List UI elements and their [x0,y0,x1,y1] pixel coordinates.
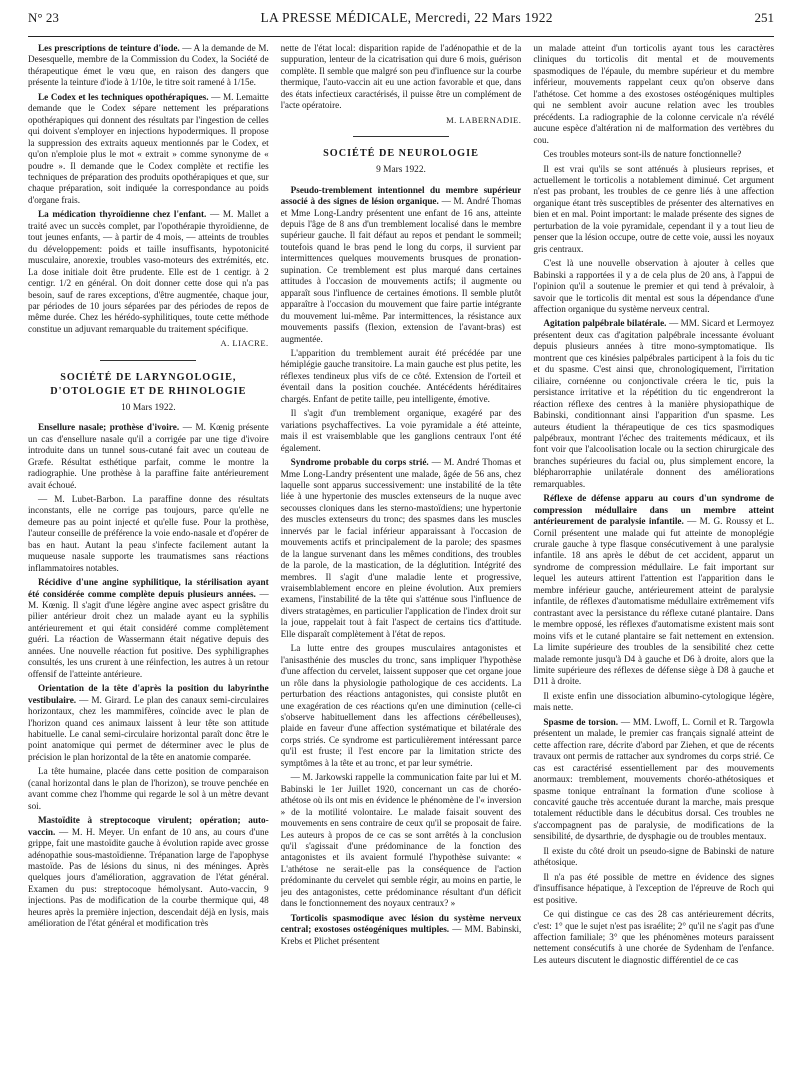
article-paragraph: Il existe du côté droit un pseudo-signe de Babinski de nature athétosique. [533,845,774,868]
article-paragraph: — M. Jarkowski rappelle la communication faite par lui et M. Babinski le 1er Juillet 1920, concernant un cas de choréo-athétose où ils ont mis en évidence le phénomène de l'« inversion » de la motilité volontaire. Le malade faisait souvent des mouvements en sens contraire de ceux qu'il se proposait de faire. Les auteurs à propos de ce cas se sont arrêtés à la conclusion qu'il s'agissait d'une prédominance de la fonction des antagonistes et ils avaient formulé l'hypothèse suivante: « L'athétose ne serait-elle pas la conséquence de l'action prédominante du cervelet qui semble régir, au moins en partie, le jeu des antagonistes, cette prédominance résultant d'un déficit dans le fonctionnement des noyaux centraux? » [280,772,522,909]
article-paragraph: — M. Lubet-Barbon. La paraffine donne des résultats inconstants, elle ne corrige pas toujours, parce qu'elle ne demeure pas au point injecté et qu'elle fuse. Pour la prothèse, l'auteur conseille de préférence la voie endo-nasale et d'opérer de bas en haut. Autant la peau s'infecte facilement autant la muqueuse nasale supporte les traumatismes sans réactions inflammatoires notables. [28,493,269,573]
article-paragraph: Il est vrai qu'ils se sont atténués à plusieurs reprises, et actuellement le torticolis a notablement diminué. Cet argument n'est pas probant, les troubles de ce genre liés à une affection organique étant très susceptibles de présenter des alternatives en bien et en mal. Point important: le malade présente des signes de perturbation de la voie pyramidale, cependant il y a tout lieu de penser que la lésion occupe, outre de cette voie, aussi les noyaux gris centraux. [533,163,774,254]
section-title: SOCIÉTÉ DE LARYNGOLOGIE, D'OTOLOGIE ET DE RHINOLOGIE [50,371,247,397]
article-paragraph: Il n'a pas été possible de mettre en évidence des signes d'insuffisance hépatique, à l'exception de l'épreuve de Roch qui est positive. [533,871,774,905]
article-heading: Réflexe de défense apparu au cours d'un syndrome de compression médullaire dans un membre atteint antérieurement de paralysie infantile. [533,493,774,527]
article-paragraph: Ce qui distingue ce cas des 28 cas antérieurement décrits, c'est: 1° que le sujet n'est pas israélite; 2° qu'il ne s'agit pas d'une affection familiale; 3° que les phénomènes moteurs paraissent nettement consécutifs à une chorée de Sydenham de l'enfance. Les auteurs discutent le diagnostic différentiel de ce cas [533,909,774,965]
columns [28,43,774,1073]
article-heading: Ensellure nasale; prothèse d'ivoire. [38,422,180,433]
page-number: 251 [754,10,774,25]
article-heading: Mastoïdite à streptocoque virulent; opération; auto-vaccin. [28,815,269,837]
article-paragraph [28,43,269,89]
article-paragraph: C'est là une nouvelle observation à ajouter à celles que Babinski a rapportées il y a de cela plus de 20 ans, à l'appui de l'opinion qu'il a soutenue le premier et qui tend à prévaloir, à savoir que le torticolis dit mental est sous la dépendance d'une affection organique du système nerveux central. [533,258,774,314]
article-heading: Pseudo-tremblement intentionnel du membre supérieur associé à des signes de lésion organique. [280,184,522,207]
article-heading: Agitation palpébrale bilatérale. [543,318,667,329]
article-paragraph [28,815,269,930]
column-3 [533,43,774,1073]
column-2 [281,43,522,1073]
article-text: — M. Lemaitte demande que le Codex sépare nettement les préparations opothérapiques qui donnent des résultats par l'ingestion de celles qui doivent s'employer en injections hypodermiques. Il propose la suppression des extraits aqueux mentionnés par le Codex, et qu'on n'emploie plus le mot « extrait » comme synonyme de « poudre ». Il demande que le Codex complète et rectifie les techniques de préparation des produits opothérapiques et que, sur chaque préparation, soit indiquée la correspondance au poids d'organe frais. [28,91,269,205]
article-heading: Spasme de torsion. [543,716,619,727]
article-paragraph [533,493,774,688]
issue-number: N° 23 [28,10,59,25]
article-text: — MM. Lwoff, L. Cornil et R. Targowla présentent un malade, le premier cas français signalé atteint de cette affection rare, décrite d'abord par Ziehen, et que de récents travaux ont permis de rattacher aux syndromes du corps strié. Ce cas est caractérisé essentiellement par des mouvements anormaux: tremblement, mouvements choréo-athétosiques et spasme tonique entraînant la formation d'une scoliose à concavité gauche très accentuée durant la marche, mais presque totalement réductible dans le décubitus dorsal. Ces troubles ne s'accompagnent pas de paralysie, de modifications de la sensibilité, de dysarthrie, de dysphagie ou de troubles mentaux. [533,716,774,842]
session-date: 9 Mars 1922. [376,165,426,176]
author-signature: M. LABERNADIE. [446,114,522,125]
article-text: — M. Girard. Le plan des canaux semi-circulaires horizontaux, chez les mammifères, coïncide avec le plan de l'horizon quand ces animaux laissent à leur tête son attitude habituelle. Le canal semi-circulaire horizontal paraît donc être le point anatomique qui permet de déterminer avec le plus de précision le plan horizontal de la tête en anatomie comparée. [28,694,269,762]
section-title: SOCIÉTÉ DE NEUROLOGIE [323,148,479,160]
article-heading: Syndrome probable du corps strié. [290,457,429,468]
article-paragraph [28,683,269,763]
article-text: — M. G. Roussy et L. Cornil présentent une malade qui fut atteinte de monoplégie crurale gauche à type flasque consécutivement à une paralysie infantile. 18 ans après le début de cet accident, apparut un syndrome de compression médullaire. Le fait important sur lequel les auteurs attirent l'attention est l'apparition dans le membre inférieur gauche, antérieurement atteint de paralysie infantile, de réflexes d'automatisme médullaire extrêmement vifs contrastant avec la persistance du réflexe cutané plantaire. Dans le membre opposé, les réflexes d'automatisme existent mais sont moins vifs et le cutané plantaire se fait nettement en extension. La limite supérieure des troubles de la sensibilité chez cette malade remonte jusqu'à D4 à gauche et D6 à droite, alors que la limite supérieure des réflexes de défense siège à D8 à gauche et D11 à droite. [533,516,774,687]
article-text: — M. Kœnig. Il s'agit d'une légère angine avec aspect grisâtre du pilier antérieur droit chez un malade ayant eu la syphilis antérieurement et qui était considéré comme complètement guéri. La réaction de Wassermann était négative depuis des années. Une nouvelle réaction fut positive. Des syphiligraphes consultés, les uns crurent à une réinfection, les autres à un retour offensif de l'atteinte antérieure. [28,588,269,679]
article-heading: Récidive d'une angine syphilitique, la stérilisation ayant été considérée comme complète depuis plusieurs années. [28,577,269,599]
article-text: — M. André Thomas et Mme Long-Landry présentent une malade, âgée de 56 ans, chez laquelle sont apparus successivement: une instabilité de la tête liée à une hypertonie des muscles extenseurs de la nuque avec secousses cloniques dans les sterno-mastoïdiens; une hypertonie des muscles extenseurs du tronc; des spasmes dans les muscles innervés par le facial inférieur apparaissant à l'occasion de mouvements actifs et principalement de la parole; des spasmes de la langue survenant dans les mêmes conditions, des troubles de la parole, de la mastication, de la déglutition. Intégrité des membres. Il s'agit d'une maladie lente et progressive, vraisemblablement encore en pleine évolution. Aux premiers examens, l'instabilité de la tête qui s'atténue sous l'influence de divers stratagèmes, en particulier l'application de l'index droit sur la joue, rappelait tout à fait l'aspect de certains tics d'attitude. Elle disparaît complètement à l'état de repos. [280,457,522,639]
article-heading: Les prescriptions de teinture d'iode. [38,43,180,53]
article-paragraph: Il existe enfin une dissociation albumino-cytologique légère, mais nette. [533,690,774,713]
article-paragraph [281,457,522,640]
section-divider [100,360,196,361]
article-heading: Le Codex et les techniques opothérapiques. [38,91,209,102]
article-text: — M. Mallet a traité avec un succès complet, par l'opothérapie thyroïdienne, de tout jeunes enfants, — à partir de 4 mois, — atteints de troubles du développement: poids et taille insuffisants, hypotonicité musculaire, anorexie, troubles vaso-moteurs des extrémités, etc. La dose initiale doit être prudente. Elle est de 1 centigr. à 2 centigr. 1/2 en général. On doit donner cette dose qui n'a pas besoin, sauf de rares exceptions, d'être augmentée, chaque jour, par périodes de 10 jours séparées par des périodes de repos de même durée. Chez les hérédo-syphilitiques, toute cette méthode constitue un adjuvant remarquable du traitement spécifique. [28,209,269,334]
article-text: — MM. Sicard et Lermoyez présentent deux cas d'agitation palpébrale incessante évoluant depuis plusieurs années à titre mono-symptomatique. Ils montrent que ces kinésies palpébrales participent à la fois du tic et du spasme. C'est ainsi que, chronologiquement, l'irritation ciliaire, cornéenne ou conjonctivale créera le tic, puis la persistance irritative et la répétition du tic engendreront la réaction réflexe des centres à la manière physiopathique de Babinski, conditionnant ainsi l'apparition d'un spasme. Les auteurs étudient la thérapeutique de ces tics spasmodiques palpébraux, montrant l'échec des traitements médicaux, et ils font voir que l'alcoolisation locale ou la section chirurgicale des branches supérieures du facial ou, plus simplement encore, la blépharorraphie unilatérale donnent des améliorations remarquables. [533,318,774,489]
article-paragraph [28,422,269,491]
author-signature: A. LIACRE. [220,338,269,349]
article-heading: Torticolis spasmodique avec lésion du système nerveux central; exostoses ostéogéniques multiples. [280,912,522,935]
session-date: 10 Mars 1922. [121,402,176,413]
journal-title: LA PRESSE MÉDICALE, Mercredi, 22 Mars 1922 [260,10,553,25]
article-paragraph: Ces troubles moteurs sont-ils de nature fonctionnelle? [543,149,742,160]
article-paragraph [533,717,774,843]
article-text: — M. Kœnig présente un cas d'ensellure nasale qu'il a corrigée par une tige d'ivoire introduite dans un tunnel sous-cutané fait avec un couteau de Græfe. Résultat esthétique parfait, comme le montre la radiographie. Une prothèse à la paraffine faite antérieurement avait échoué. [28,422,269,490]
article-paragraph: L'apparition du tremblement aurait été précédée par une hémiplégie gauche transitoire. La main gauche est plus petite, les réflexes tendineux plus vifs de ce côté. Extension de l'orteil et éventail dans la position couchée. Antécédents héréditaires chargés. Enfant de petite taille, peu intelligente, émotive. [280,347,522,404]
column-1 [28,43,269,1073]
article-paragraph [28,209,269,335]
article-heading: La médication thyroïdienne chez l'enfant. [38,209,207,220]
article-paragraph: un malade atteint d'un torticolis ayant tous les caractères cliniques du torticolis dit mental et de mouvements spasmodiques de l'épaule, du membre supérieur et du membre inférieur, mouvements rappelant ceux qu'on observe dans l'athétose. Cet homme a des exostoses ostéogéniques multiples qui ne semblent avoir aucune relation avec les troubles précédents. La radiographie de la colonne cervicale n'a révélé aucune espèce d'altération ni de malformation des vertèbres du cou. [533,43,774,145]
article-paragraph [28,577,269,680]
article-paragraph: La lutte entre des groupes musculaires antagonistes et l'anisasthénie des muscles du tronc, sans impliquer l'hypothèse d'une affection du cervelet, laissent supposer que cet organe joue un rôle dans la physiologie pathologique de ces accidents. La perturbation des réactions antagonistes, qui consiste plutôt en une exagération de ces réactions qu'en une diminution (celle-ci s'observe habituellement dans les affections cérébelleuses), plaide en faveur d'une affection systématique et bilatérale des corps striés. Ce syndrome est particulièrement intéressant parce qu'il est fruste; il l'est encore par la limitation stricte des symptômes à la tête et au tronc, et par leur symétrie. [280,643,522,768]
article-paragraph [281,913,522,947]
section-divider [353,136,449,137]
article-text: — M. H. Meyer. Un enfant de 10 ans, au cours d'une grippe, fait une mastoïdite gauche à évolution rapide avec grosse adénopathie sous-mastoïdienne. Trépanation large de l'apophyse mastoïde. Pas de lésions du sinus, ni des méninges. Après quelques jours d'amélioration, aggravation de l'état général. Examen du pus: streptocoque hémolysant. Auto-vaccin, 9 injections. Pas de modification de la courbe thermique qui, 48 heures après la première injection, descendait déjà en lysis, mais amélioration de l'état général et modification très [28,826,269,929]
article-paragraph: La tête humaine, placée dans cette position de comparaison (canal horizontal dans le plan de l'horizon), se trouve penchée en avant comme chez l'homme qui regarde le sol à un mètre devant soi. [28,766,269,811]
article-text: — MM. Babinski, Krebs et Plichet présentent [280,924,522,946]
article-paragraph [28,92,269,207]
article-paragraph: Il s'agit d'un tremblement organique, exagéré par des variations psychaffectives. La voie pyramidale a été atteinte, mais il est vraisemblable que les ganglions centraux l'ont été également. [280,408,522,453]
article-paragraph: nette de l'état local: disparition rapide de l'adénopathie et de la suppuration, lenteur de la cicatrisation qui dure 6 mois, guérison complète. Il semble que malgré son peu d'influence sur la courbe thermique, l'auto-vaccin ait eu une action favorable et que, dans des états infectieux caractérisés, il puisse être un complément de l'acte opératoire. [280,43,522,111]
article-paragraph [533,318,774,490]
article-text: — M. André Thomas et Mme Long-Landry présentent une enfant de 16 ans, atteinte depuis l'âge de 8 ans d'un tremblement localisé dans le membre supérieur gauche. Il fait défaut au repos et pendant le sommeil; toutefois quand le bras pend le long du corps, il survient par intermittences quelques mouvements brusques de pronation-supination. Ce tremblement est plus marqué dans certaines attitudes à l'occasion de mouvements actifs; il augmente ou apparaît sous l'influence de certaines émotions. Il semble plutôt apparaître à l'occasion du mouvement que faire partie intégrante du mouvement lui-même. Par intermittences, la résistance aux mouvements passifs (flexion, extension de l'avant-bras) est augmentée. [280,196,522,344]
article-heading: Orientation de la tête d'après la position du labyrinthe vestibulaire. [28,683,269,705]
article-paragraph [281,185,522,345]
article-text: — A la demande de M. Desesquelle, membre de la Commission du Codex, la Société de thérapeutique émet le vœu que, en raison des dangers que présente la teinture d'iode à 1/10e, le titre soit ramené à 1/15e. [28,43,269,88]
page-header [28,0,774,37]
